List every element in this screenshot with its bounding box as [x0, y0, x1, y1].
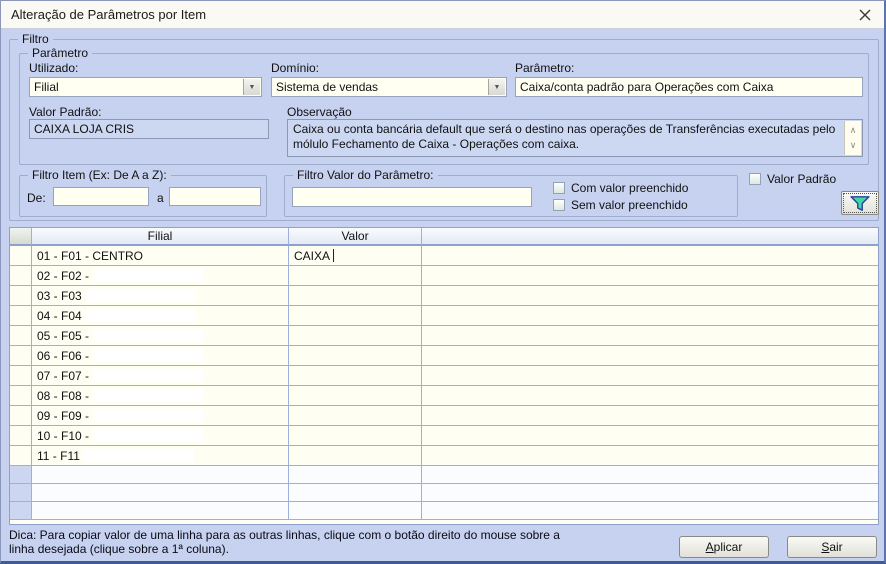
valor-cell[interactable]	[289, 502, 422, 520]
chevron-down-icon[interactable]: ▼	[488, 79, 505, 95]
filtro-item-a-input[interactable]	[169, 187, 261, 206]
valor-cell[interactable]	[289, 426, 422, 446]
table-row	[10, 286, 878, 306]
dominio-label: Domínio:	[271, 61, 320, 75]
row-selector[interactable]	[10, 266, 32, 286]
text-cursor	[333, 249, 334, 262]
observacao-field[interactable]	[287, 119, 863, 157]
table-row	[10, 426, 878, 446]
row-selector[interactable]	[10, 326, 32, 346]
valor-padrao-field[interactable]	[29, 119, 269, 139]
row-selector[interactable]	[10, 502, 32, 520]
valor-cell[interactable]	[289, 266, 422, 286]
chevron-down-icon[interactable]: ▼	[243, 79, 260, 95]
empty-table-row	[10, 502, 878, 520]
empty-table-row	[10, 466, 878, 484]
filial-cell[interactable]: 01 - F01 - CENTRO	[32, 246, 289, 266]
filial-cell[interactable]	[32, 466, 289, 484]
filial-cell[interactable]: 02 - F02 -	[32, 266, 289, 286]
table-row	[10, 266, 878, 286]
valor-cell[interactable]	[289, 346, 422, 366]
row-selector[interactable]	[10, 306, 32, 326]
extra-cell	[422, 466, 878, 484]
com-valor-label: Com valor preenchido	[571, 181, 689, 195]
apply-filter-button[interactable]	[841, 191, 879, 215]
valor-cell[interactable]	[289, 386, 422, 406]
filtro-item-de-input[interactable]	[53, 187, 149, 206]
valor-padrao-checkbox[interactable]	[749, 173, 761, 185]
com-valor-checkbox-row	[553, 181, 688, 195]
filial-cell[interactable]: 06 - F06 -	[32, 346, 289, 366]
table-header-row	[10, 228, 878, 246]
dominio-value: Sistema de vendas	[276, 80, 379, 94]
scroll-up-icon[interactable]: ∧	[849, 125, 857, 135]
row-selector-header[interactable]	[10, 228, 32, 246]
sem-valor-label: Sem valor preenchido	[571, 198, 688, 212]
table-row	[10, 246, 878, 266]
row-selector[interactable]	[10, 286, 32, 306]
row-selector[interactable]	[10, 366, 32, 386]
filtro-group-label: Filtro	[18, 32, 53, 46]
extra-cell	[422, 484, 878, 502]
extra-cell	[422, 266, 878, 286]
parametro-label: Parâmetro:	[515, 61, 575, 75]
extra-cell	[422, 446, 878, 466]
de-label: De:	[27, 191, 46, 205]
row-selector[interactable]	[10, 386, 32, 406]
filial-cell[interactable]: 03 - F03	[32, 286, 289, 306]
extra-cell	[422, 306, 878, 326]
redacted-block	[93, 429, 203, 442]
a-label: a	[157, 191, 164, 205]
filial-cell[interactable]: 07 - F07 -	[32, 366, 289, 386]
utilizado-value: Filial	[34, 80, 59, 94]
valor-padrao-value: CAIXA LOJA CRIS	[34, 122, 135, 136]
redacted-block	[93, 329, 203, 342]
filial-cell[interactable]: 10 - F10 -	[32, 426, 289, 446]
extra-cell	[422, 326, 878, 346]
utilizado-select[interactable]	[29, 77, 262, 97]
row-selector[interactable]	[10, 246, 32, 266]
filial-cell[interactable]: 09 - F09 -	[32, 406, 289, 426]
com-valor-checkbox[interactable]	[553, 182, 565, 194]
dominio-select[interactable]	[271, 77, 507, 97]
extra-cell	[422, 286, 878, 306]
valor-padrao-checkbox-label: Valor Padrão	[767, 172, 837, 186]
hint-line-2: linha desejada (clique sobre a 1ª coluna).	[9, 542, 229, 556]
scroll-down-icon[interactable]: ∨	[849, 140, 857, 150]
valor-cell[interactable]	[289, 406, 422, 426]
table-row	[10, 446, 878, 466]
extra-cell	[422, 426, 878, 446]
observacao-scrollbar[interactable]	[844, 121, 861, 155]
filtro-valor-input[interactable]	[292, 187, 532, 207]
redacted-block	[93, 369, 203, 382]
extra-cell	[422, 346, 878, 366]
redacted-block	[93, 389, 203, 402]
close-icon[interactable]	[856, 6, 874, 24]
hint-text	[9, 528, 560, 556]
parametro-value: Caixa/conta padrão para Operações com Caixa	[520, 80, 774, 94]
valor-padrao-label: Valor Padrão:	[29, 105, 102, 119]
row-selector[interactable]	[10, 346, 32, 366]
filial-cell[interactable]: 11 - F11	[32, 446, 289, 466]
valor-cell[interactable]	[289, 366, 422, 386]
table-row	[10, 346, 878, 366]
empty-table-row	[10, 484, 878, 502]
valor-cell[interactable]	[289, 484, 422, 502]
sem-valor-checkbox[interactable]	[553, 199, 565, 211]
funnel-icon	[849, 195, 871, 212]
observacao-value: Caixa ou conta bancária default que será o destino nas operações de Transferências executadas pelo mólulo Fechamento de Caixa - Operações com caixa.	[293, 122, 836, 151]
filial-cell[interactable]: 05 - F05 -	[32, 326, 289, 346]
table-body	[10, 246, 878, 520]
observacao-label: Observação	[287, 105, 352, 119]
table-row	[10, 386, 878, 406]
valor-cell[interactable]	[289, 306, 422, 326]
sem-valor-checkbox-row	[553, 198, 688, 212]
filtro-item-group-label: Filtro Item (Ex: De A a Z):	[28, 168, 171, 182]
table-row	[10, 306, 878, 326]
extra-cell	[422, 386, 878, 406]
valor-cell[interactable]	[289, 286, 422, 306]
redacted-block	[84, 449, 194, 462]
extra-cell	[422, 502, 878, 520]
redacted-block	[93, 349, 203, 362]
hint-line-1: Dica: Para copiar valor de uma linha para as outras linhas, clique com o botão direito do mouse sobre a	[9, 528, 560, 542]
valor-cell[interactable]: CAIXA	[289, 246, 422, 266]
row-selector[interactable]	[10, 466, 32, 484]
filial-cell[interactable]: 04 - F04	[32, 306, 289, 326]
extra-column-header	[422, 228, 878, 246]
filial-cell[interactable]	[32, 502, 289, 520]
redacted-block	[93, 409, 203, 422]
filial-column-header[interactable]: Filial	[32, 228, 289, 246]
filial-cell[interactable]: 08 - F08 -	[32, 386, 289, 406]
valor-cell[interactable]	[289, 326, 422, 346]
aplicar-button[interactable]: A plicar	[679, 536, 769, 558]
row-selector[interactable]	[10, 446, 32, 466]
parametro-group-label: Parâmetro	[28, 46, 92, 60]
redacted-block	[86, 289, 196, 302]
table-row	[10, 406, 878, 426]
row-selector[interactable]	[10, 426, 32, 446]
table-row	[10, 326, 878, 346]
redacted-block	[93, 269, 203, 282]
extra-cell	[422, 246, 878, 266]
row-selector[interactable]	[10, 406, 32, 426]
parametro-input[interactable]	[515, 77, 863, 97]
sair-button[interactable]: S air	[787, 536, 877, 558]
utilizado-label: Utilizado:	[29, 61, 79, 75]
filtro-valor-group-label: Filtro Valor do Parâmetro:	[293, 168, 438, 182]
row-selector[interactable]	[10, 484, 32, 502]
parameters-table	[9, 227, 879, 525]
dialog-title: Alteração de Parâmetros por Item	[11, 7, 207, 22]
title-bar	[1, 1, 884, 29]
redacted-block	[86, 309, 196, 322]
filial-cell[interactable]	[32, 484, 289, 502]
extra-cell	[422, 406, 878, 426]
extra-cell	[422, 366, 878, 386]
valor-cell[interactable]	[289, 466, 422, 484]
valor-column-header[interactable]: Valor	[289, 228, 422, 246]
valor-padrao-checkbox-row	[749, 172, 836, 186]
table-row	[10, 366, 878, 386]
valor-cell[interactable]	[289, 446, 422, 466]
